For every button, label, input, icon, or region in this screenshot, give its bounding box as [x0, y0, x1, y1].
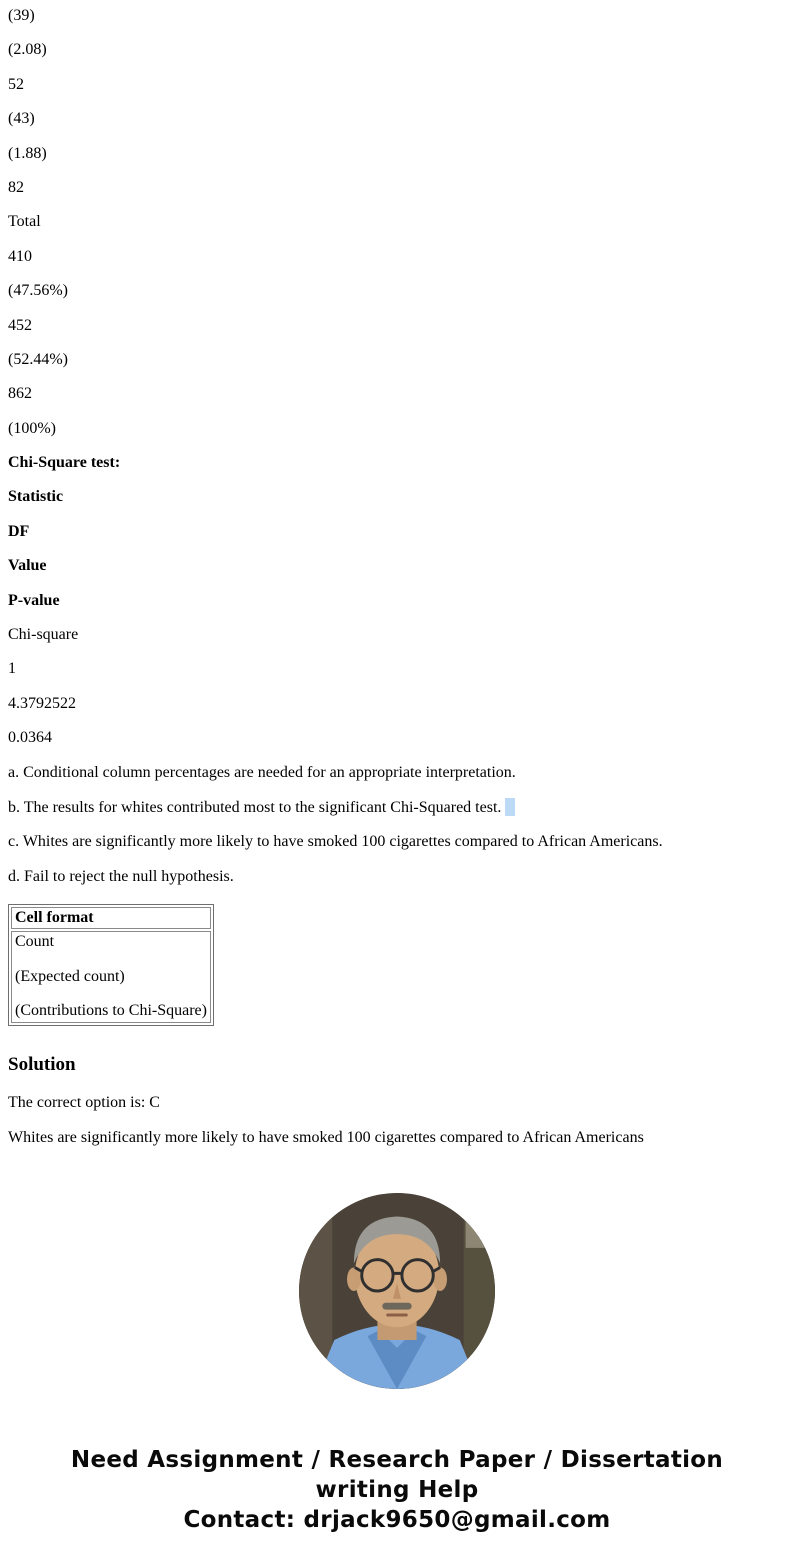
text-line: Total [8, 213, 41, 231]
text-line: d. Fail to reject the null hypothesis. [8, 867, 234, 885]
text-line: Statistic [8, 488, 64, 506]
person-photo [299, 1193, 495, 1389]
text-line: (39) [8, 7, 35, 24]
footer-help-line-1: Need Assignment / Research Paper / Dissertation [70, 1446, 724, 1473]
text-line: DF [8, 522, 30, 540]
table-header-row [11, 907, 211, 929]
text-line: b. The results for whites contributed most to the significant Chi-Squared test. [8, 798, 786, 817]
footer-help-line-2: writing Help [315, 1476, 479, 1503]
text-line: 52 [8, 75, 24, 93]
text-line: 82 [8, 178, 24, 196]
text-line: 4.3792522 [8, 694, 76, 712]
text-line: 1 [8, 660, 16, 678]
cell-format-table [8, 904, 214, 1026]
text-line: (43) [8, 110, 35, 128]
footer-banner [8, 1445, 786, 1565]
cell-format-row: (Expected count) [15, 967, 125, 985]
text-line: P-value [8, 591, 60, 609]
selection-highlight [505, 798, 515, 816]
text-line: c. Whites are significantly more likely to have smoked 100 cigarettes compared to African Americans. [8, 833, 663, 851]
text-line: Chi-square [8, 626, 79, 644]
text-line: (100%) [8, 419, 56, 437]
avatar-container [8, 1193, 786, 1389]
solution-explanation-line: Whites are significantly more likely to have smoked 100 cigarettes compared to African Americans [8, 1128, 644, 1146]
text-line: (2.08) [8, 41, 47, 59]
text-line: (1.88) [8, 144, 47, 162]
text-line: a. Conditional column percentages are needed for an appropriate interpretation. [8, 763, 516, 781]
text-line: Value [8, 557, 47, 575]
text-lines [8, 7, 786, 886]
solution-answer-line: The correct option is: C [8, 1094, 160, 1112]
text-line: 0.0364 [8, 729, 52, 747]
text-line: (52.44%) [8, 350, 68, 368]
text-line: 452 [8, 316, 32, 334]
table-body-row [11, 931, 211, 1023]
cell-format-row: (Contributions to Chi-Square) [15, 1001, 207, 1019]
cell-format-body [11, 931, 211, 1023]
cell-format-header: Cell format [11, 907, 211, 929]
text-line: 410 [8, 247, 32, 265]
text-line: 862 [8, 385, 32, 403]
text-line: Chi-Square test: [8, 454, 121, 472]
footer-contact-line: Contact: drjack9650@gmail.com [183, 1506, 611, 1533]
text-line: (47.56%) [8, 282, 68, 300]
solution-heading: Solution [8, 1054, 76, 1076]
cell-format-row: Count [15, 933, 55, 951]
